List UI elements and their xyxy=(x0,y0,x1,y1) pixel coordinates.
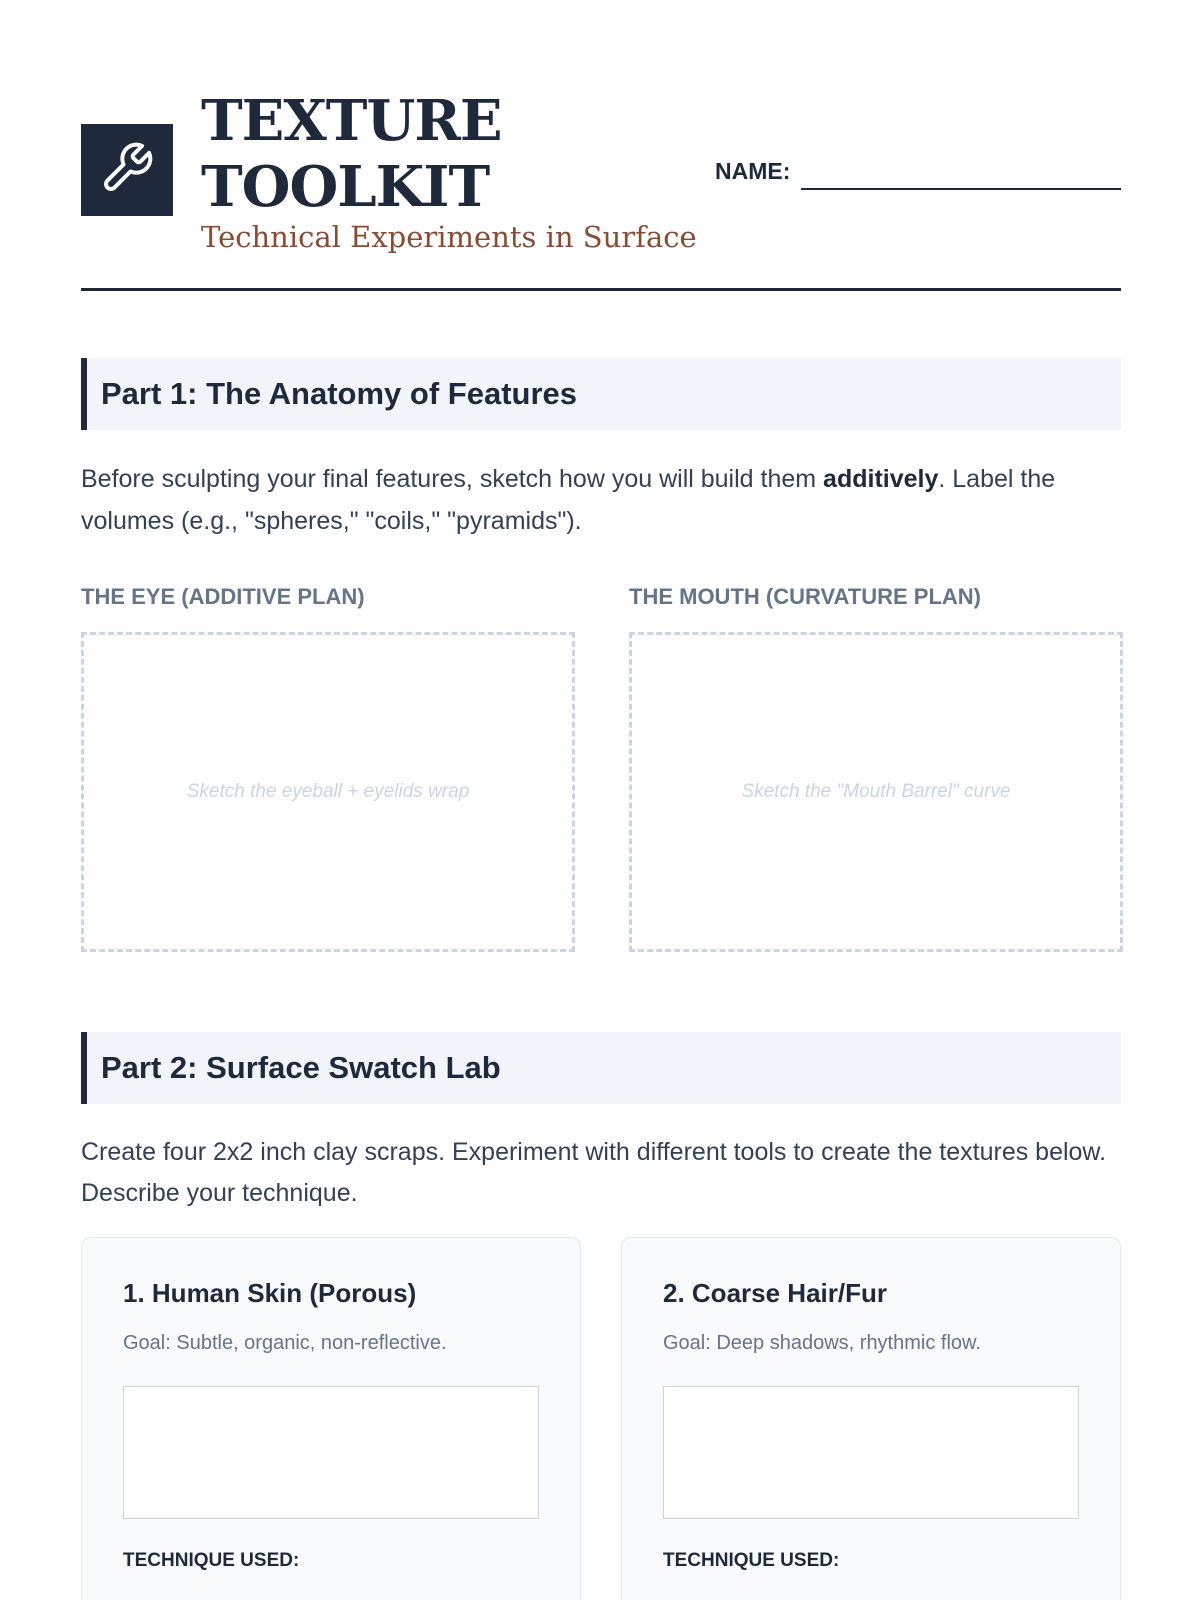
part2-heading: Part 2: Surface Swatch Lab xyxy=(101,1050,501,1085)
technique-label: TECHNIQUE USED: xyxy=(123,1550,300,1571)
name-field xyxy=(715,156,1121,190)
eye-sketch-area[interactable] xyxy=(81,632,575,952)
part1-intro-bold: additively xyxy=(823,465,939,493)
page-title xyxy=(201,88,721,220)
eye-plan-label: THE EYE (ADDITIVE PLAN) xyxy=(81,584,365,609)
wrench-icon xyxy=(99,140,155,201)
part2-instructions: Create four 2x2 inch clay scraps. Experiment with different tools to create the textures below. Describe your technique. xyxy=(81,1138,1107,1207)
mouth-plan-label: THE MOUTH (CURVATURE PLAN) xyxy=(629,584,981,609)
part1-heading-bar xyxy=(81,358,1121,430)
name-write-line[interactable] xyxy=(801,188,1121,190)
worksheet-header xyxy=(81,88,1121,288)
part2-heading-bar xyxy=(81,1032,1121,1104)
mouth-sketch-area[interactable] xyxy=(629,632,1123,952)
part1-heading: Part 1: The Anatomy of Features xyxy=(101,376,578,411)
title-line-2: TOOLKIT xyxy=(201,154,490,220)
technique-label: TECHNIQUE USED: xyxy=(663,1550,840,1571)
part1-intro-before: Before sculpting your final features, sketch how you will build them xyxy=(81,465,824,493)
part1-intro-after: . Label the volumes (e.g., "spheres," "coils," "pyramids"). xyxy=(81,465,1056,535)
swatch-area[interactable] xyxy=(123,1386,539,1519)
mouth-plan xyxy=(629,584,1123,802)
swatch-card-hair xyxy=(621,1237,1121,1600)
logo xyxy=(81,124,173,216)
name-label: NAME: xyxy=(715,158,791,184)
worksheet-page xyxy=(81,0,1121,1600)
eye-plan xyxy=(81,584,575,802)
eye-sketch-hint: Sketch the eyeball + eyelids wrap xyxy=(186,781,470,802)
swatch-card-skin xyxy=(81,1237,581,1600)
page-subtitle: Technical Experiments in Surface xyxy=(201,220,697,254)
part1-instructions xyxy=(81,458,1121,542)
header-divider xyxy=(81,288,1121,291)
mouth-sketch-hint: Sketch the "Mouth Barrel" curve xyxy=(741,781,1011,802)
swatch-card-title: 2. Coarse Hair/Fur xyxy=(663,1278,887,1308)
swatch-area[interactable] xyxy=(663,1386,1079,1519)
swatch-card-goal: Goal: Deep shadows, rhythmic flow. xyxy=(663,1332,981,1354)
swatch-card-title: 1. Human Skin (Porous) xyxy=(123,1278,417,1308)
title-line-1: TEXTURE xyxy=(201,88,502,154)
swatch-card-goal: Goal: Subtle, organic, non-reflective. xyxy=(123,1332,447,1354)
